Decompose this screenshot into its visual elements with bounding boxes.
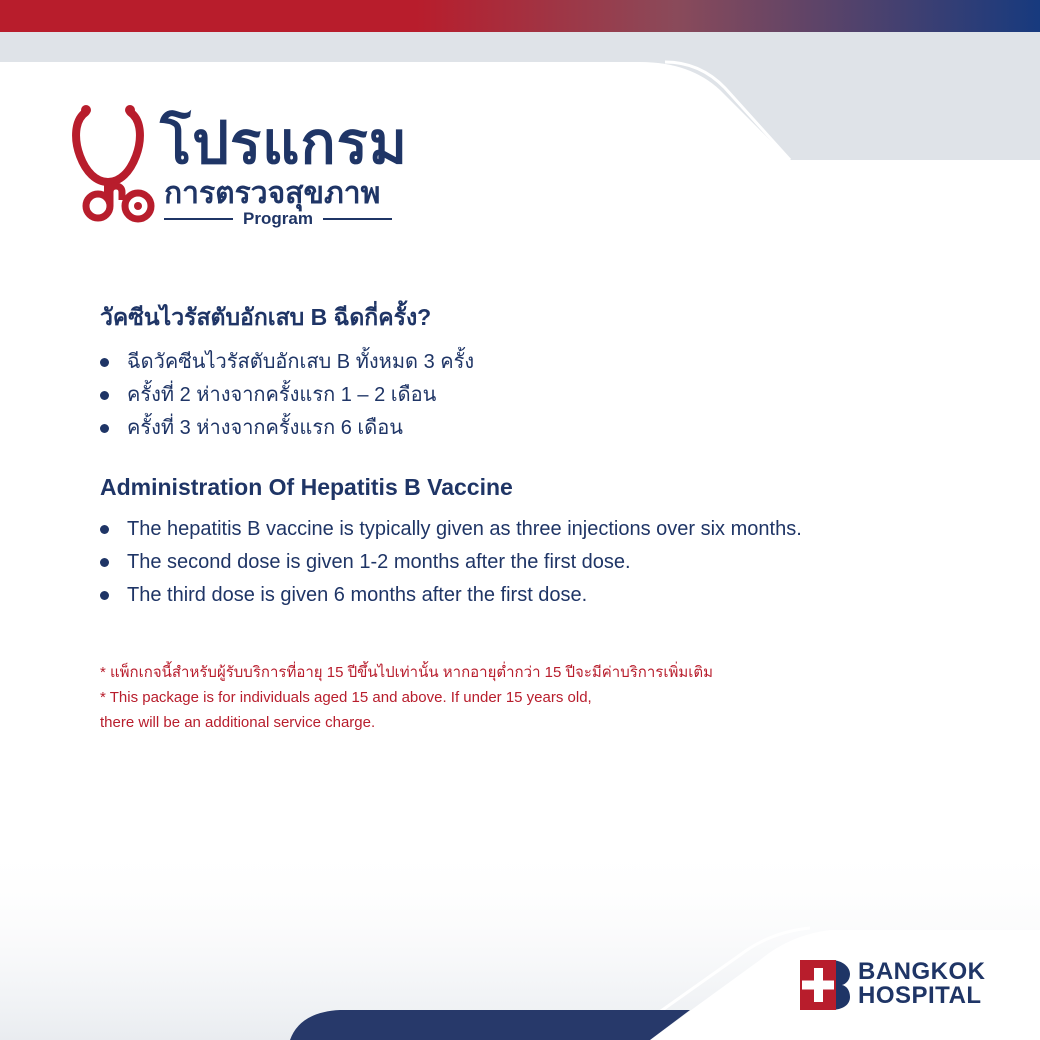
logo-program-row: [164, 208, 392, 230]
list-item: [100, 346, 474, 379]
divider-line: [164, 218, 233, 220]
thai-section: [100, 300, 474, 445]
disclaimer-notes: [100, 660, 713, 735]
logo-title: โปรแกรม: [160, 111, 409, 176]
bangkok-hospital-logo-icon: [800, 960, 850, 1010]
stethoscope-icon: [72, 100, 162, 230]
divider-line: [323, 218, 392, 220]
list-item: [100, 379, 474, 412]
list-item-text: The second dose is given 1-2 months after the first dose.: [127, 551, 631, 573]
bullet-icon: [100, 424, 109, 433]
list-item: [100, 579, 802, 612]
brand-name: [858, 960, 986, 1008]
note-english-line2: there will be an additional service charge.: [100, 714, 376, 731]
list-item-text: ครั้งที่ 2 ห่างจากครั้งแรก 1 – 2 เดือน: [127, 384, 437, 406]
bullet-icon: [100, 358, 109, 367]
english-bullet-list: [100, 513, 802, 612]
logo-subtitle: การตรวจสุขภาพ: [164, 177, 381, 210]
english-section-title: Administration Of Hepatitis B Vaccine: [100, 474, 513, 500]
list-item: [100, 513, 802, 546]
list-item-text: ฉีดวัคซีนไวรัสตับอักเสบ B ทั้งหมด 3 ครั้ง: [127, 351, 475, 373]
list-item-text: The third dose is given 6 months after the first dose.: [127, 584, 588, 606]
bullet-icon: [100, 391, 109, 400]
bullet-icon: [100, 558, 109, 567]
thai-bullet-list: [100, 346, 474, 445]
english-section: [100, 474, 802, 612]
program-logo: [72, 100, 409, 230]
brand-line2: HOSPITAL: [858, 982, 982, 1009]
brand-line1: BANGKOK: [858, 958, 986, 985]
list-item-text: The hepatitis B vaccine is typically given as three injections over six months.: [127, 518, 802, 540]
bullet-icon: [100, 525, 109, 534]
bullet-icon: [100, 591, 109, 600]
thai-section-title: วัคซีนไวรัสตับอักเสบ B ฉีดกี่ครั้ง?: [100, 304, 432, 330]
logo-program-label: Program: [243, 209, 313, 228]
bangkok-hospital-brand: [800, 958, 1010, 1014]
list-item: [100, 546, 802, 579]
note-english-line1: * This package is for individuals aged 15 and above. If under 15 years old,: [100, 689, 592, 706]
list-item-text: ครั้งที่ 3 ห่างจากครั้งแรก 6 เดือน: [127, 417, 403, 439]
list-item: [100, 412, 474, 445]
note-thai: * แพ็กเกจนี้สำหรับผู้รับบริการที่อายุ 15 ปีขึ้นไปเท่านั้น หากอายุต่ำกว่า 15 ปีจะมีค่าบริการเพิ่มเติม: [100, 664, 714, 681]
